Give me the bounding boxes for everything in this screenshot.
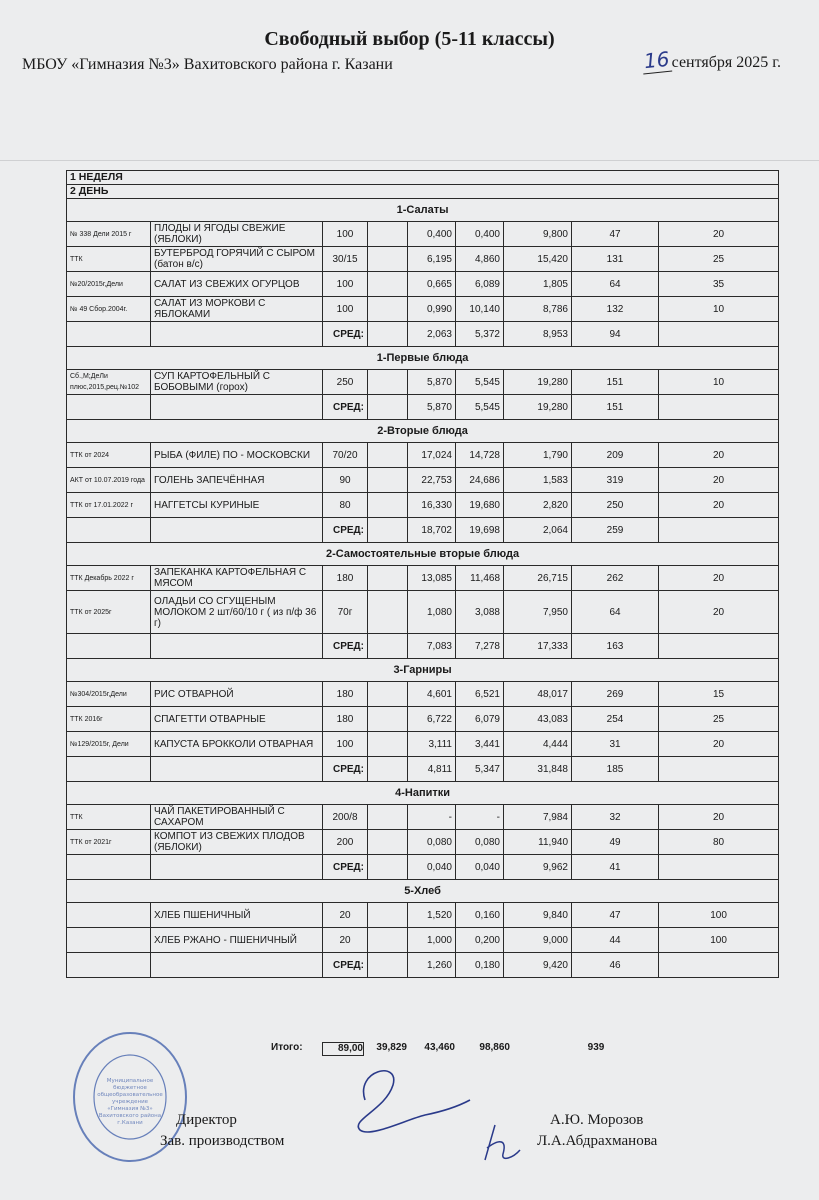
avg-fat: 7,278 (456, 634, 504, 659)
dish-name: ХЛЕБ ПШЕНИЧНЫЙ (151, 903, 323, 928)
calories: 31 (572, 732, 659, 757)
price: 25 (659, 247, 779, 272)
avg-fat: 0,040 (456, 855, 504, 880)
protein: - (408, 805, 456, 830)
menu-item-row (67, 272, 779, 297)
menu-item-row (67, 928, 779, 953)
avg-calories: 41 (572, 855, 659, 880)
dish-name: НАГГЕТСЫ КУРИНЫЕ (151, 493, 323, 518)
avg-fat: 5,372 (456, 322, 504, 347)
svg-text:бюджетное: бюджетное (113, 1085, 147, 1091)
portion: 100 (323, 732, 368, 757)
average-label: СРЕД: (323, 395, 368, 420)
empty-cell (368, 247, 408, 272)
empty-cell (151, 757, 323, 782)
fat: 6,521 (456, 682, 504, 707)
carbohydrates: 9,000 (504, 928, 572, 953)
price: 100 (659, 903, 779, 928)
average-label: СРЕД: (323, 757, 368, 782)
dish-name: ПЛОДЫ И ЯГОДЫ СВЕЖИЕ (ЯБЛОКИ) (151, 222, 323, 247)
average-row (67, 518, 779, 543)
avg-fat: 0,180 (456, 953, 504, 978)
fat: 3,088 (456, 591, 504, 634)
carbohydrates: 8,786 (504, 297, 572, 322)
school-name: МБОУ «Гимназия №3» Вахитовского района г. Казани (22, 56, 393, 73)
menu-item-row (67, 682, 779, 707)
average-label: СРЕД: (323, 518, 368, 543)
total-label: Итого: (271, 1042, 303, 1053)
empty-cell (659, 634, 779, 659)
recipe-reference (67, 903, 151, 928)
calories: 47 (572, 222, 659, 247)
portion: 100 (323, 222, 368, 247)
calories: 269 (572, 682, 659, 707)
protein: 5,870 (408, 370, 456, 395)
menu-item-row (67, 222, 779, 247)
portion: 70/20 (323, 443, 368, 468)
empty-cell (659, 322, 779, 347)
empty-cell (67, 757, 151, 782)
chief-signature (475, 1120, 525, 1165)
chief-title: Зав. производством (160, 1133, 285, 1149)
empty-cell (659, 518, 779, 543)
average-row (67, 634, 779, 659)
carbohydrates: 26,715 (504, 566, 572, 591)
avg-fat: 19,698 (456, 518, 504, 543)
avg-protein: 18,702 (408, 518, 456, 543)
portion: 90 (323, 468, 368, 493)
avg-calories: 151 (572, 395, 659, 420)
svg-text:общеобразовательное: общеобразовательное (97, 1092, 163, 1098)
price: 100 (659, 928, 779, 953)
section-title: 1-Первые блюда (67, 347, 779, 370)
menu-item-row (67, 566, 779, 591)
svg-text:Вахитовского района: Вахитовского района (98, 1113, 162, 1119)
portion: 70г (323, 591, 368, 634)
dish-name: СПАГЕТТИ ОТВАРНЫЕ (151, 707, 323, 732)
portion: 180 (323, 682, 368, 707)
avg-protein: 7,083 (408, 634, 456, 659)
avg-protein: 5,870 (408, 395, 456, 420)
menu-item-row (67, 468, 779, 493)
calories: 209 (572, 443, 659, 468)
carbohydrates: 4,444 (504, 732, 572, 757)
carbohydrates: 9,800 (504, 222, 572, 247)
empty-cell (151, 395, 323, 420)
menu-item-row (67, 443, 779, 468)
calories: 132 (572, 297, 659, 322)
section-header (67, 347, 779, 370)
average-label: СРЕД: (323, 855, 368, 880)
average-row (67, 855, 779, 880)
recipe-reference: АКТ от 10.07.2019 года (67, 468, 151, 493)
fat: 5,545 (456, 370, 504, 395)
carbohydrates: 1,583 (504, 468, 572, 493)
protein: 6,722 (408, 707, 456, 732)
empty-cell (368, 370, 408, 395)
dish-name: КАПУСТА БРОККОЛИ ОТВАРНАЯ (151, 732, 323, 757)
section-header (67, 199, 779, 222)
calories: 151 (572, 370, 659, 395)
empty-cell (368, 395, 408, 420)
section-header (67, 880, 779, 903)
calories: 254 (572, 707, 659, 732)
svg-text:г.Казани: г.Казани (117, 1120, 143, 1126)
empty-cell (368, 953, 408, 978)
recipe-reference: №129/2015г, Дели (67, 732, 151, 757)
empty-cell (368, 682, 408, 707)
fat: 3,441 (456, 732, 504, 757)
dish-name: САЛАТ ИЗ СВЕЖИХ ОГУРЦОВ (151, 272, 323, 297)
date-day-handwritten: 16 (641, 47, 673, 75)
avg-calories: 259 (572, 518, 659, 543)
carbohydrates: 2,820 (504, 493, 572, 518)
calories: 32 (572, 805, 659, 830)
empty-cell (368, 928, 408, 953)
recipe-reference: ТТК Декабрь 2022 г (67, 566, 151, 591)
average-row (67, 757, 779, 782)
empty-cell (368, 707, 408, 732)
director-signature (345, 1060, 475, 1140)
protein: 0,665 (408, 272, 456, 297)
recipe-reference: № 338 Дели 2015 г (67, 222, 151, 247)
section-header (67, 659, 779, 682)
empty-cell (368, 322, 408, 347)
total-fat: 43,460 (424, 1042, 455, 1053)
calories: 319 (572, 468, 659, 493)
average-row (67, 953, 779, 978)
recipe-reference: №304/2015г,Дели (67, 682, 151, 707)
carbohydrates: 19,280 (504, 370, 572, 395)
menu-item-row (67, 247, 779, 272)
svg-text:учреждение: учреждение (111, 1099, 149, 1105)
recipe-reference: ТТК от 2025г (67, 591, 151, 634)
calories: 64 (572, 272, 659, 297)
dish-name: СУП КАРТОФЕЛЬНЫЙ С БОБОВЫМИ (горох) (151, 370, 323, 395)
protein: 0,990 (408, 297, 456, 322)
empty-cell (659, 855, 779, 880)
svg-text:«Гимназия №3»: «Гимназия №3» (107, 1106, 153, 1112)
avg-carbohydrates: 9,962 (504, 855, 572, 880)
carbohydrates: 1,805 (504, 272, 572, 297)
section-header (67, 420, 779, 443)
day-label: 2 ДЕНЬ (67, 185, 779, 199)
dish-name: КОМПОТ ИЗ СВЕЖИХ ПЛОДОВ (ЯБЛОКИ) (151, 830, 323, 855)
empty-cell (67, 518, 151, 543)
calories: 250 (572, 493, 659, 518)
empty-cell (151, 322, 323, 347)
section-title: 4-Напитки (67, 782, 779, 805)
carbohydrates: 7,984 (504, 805, 572, 830)
dish-name: РИС ОТВАРНОЙ (151, 682, 323, 707)
empty-cell (368, 272, 408, 297)
portion: 30/15 (323, 247, 368, 272)
protein: 0,080 (408, 830, 456, 855)
avg-carbohydrates: 9,420 (504, 953, 572, 978)
fat: 0,080 (456, 830, 504, 855)
empty-cell (368, 493, 408, 518)
calories: 64 (572, 591, 659, 634)
fat: 0,200 (456, 928, 504, 953)
dish-name: ГОЛЕНЬ ЗАПЕЧЁННАЯ (151, 468, 323, 493)
fat: 19,680 (456, 493, 504, 518)
menu-item-row (67, 732, 779, 757)
protein: 1,000 (408, 928, 456, 953)
avg-carbohydrates: 8,953 (504, 322, 572, 347)
calories: 47 (572, 903, 659, 928)
avg-calories: 94 (572, 322, 659, 347)
protein: 16,330 (408, 493, 456, 518)
document-title: Свободный выбор (5-11 классы) (264, 28, 555, 50)
avg-carbohydrates: 17,333 (504, 634, 572, 659)
menu-item-row (67, 370, 779, 395)
protein: 0,400 (408, 222, 456, 247)
section-header (67, 782, 779, 805)
menu-item-row (67, 297, 779, 322)
recipe-reference (67, 928, 151, 953)
portion: 20 (323, 903, 368, 928)
protein: 6,195 (408, 247, 456, 272)
portion: 20 (323, 928, 368, 953)
dish-name: БУТЕРБРОД ГОРЯЧИЙ С СЫРОМ (батон в/с) (151, 247, 323, 272)
document-date (642, 48, 781, 73)
week-label: 1 НЕДЕЛЯ (67, 171, 779, 185)
carbohydrates: 11,940 (504, 830, 572, 855)
date-rest: сентября 2025 г. (671, 54, 781, 71)
fat: - (456, 805, 504, 830)
price: 25 (659, 707, 779, 732)
price: 80 (659, 830, 779, 855)
empty-cell (368, 297, 408, 322)
calories: 49 (572, 830, 659, 855)
price: 20 (659, 468, 779, 493)
avg-carbohydrates: 31,848 (504, 757, 572, 782)
menu-table (66, 170, 779, 978)
empty-cell (368, 903, 408, 928)
total-sum: 89,00 (322, 1042, 364, 1056)
recipe-reference: ТТК (67, 247, 151, 272)
empty-cell (67, 322, 151, 347)
portion: 180 (323, 707, 368, 732)
average-row (67, 395, 779, 420)
dish-name: ХЛЕБ РЖАНО - ПШЕНИЧНЫЙ (151, 928, 323, 953)
empty-cell (368, 757, 408, 782)
recipe-reference: ТТК 2016г (67, 707, 151, 732)
director-title: Директор (176, 1112, 237, 1128)
protein: 22,753 (408, 468, 456, 493)
chief-name: Л.А.Абдрахманова (537, 1133, 658, 1149)
empty-cell (151, 518, 323, 543)
average-row (67, 322, 779, 347)
director-name: А.Ю. Морозов (550, 1112, 644, 1128)
price: 35 (659, 272, 779, 297)
fat: 11,468 (456, 566, 504, 591)
portion: 250 (323, 370, 368, 395)
price: 20 (659, 591, 779, 634)
empty-cell (67, 953, 151, 978)
average-label: СРЕД: (323, 953, 368, 978)
empty-cell (67, 395, 151, 420)
carbohydrates: 15,420 (504, 247, 572, 272)
carbohydrates: 48,017 (504, 682, 572, 707)
price: 20 (659, 732, 779, 757)
section-header (67, 543, 779, 566)
menu-item-row (67, 805, 779, 830)
dish-name: ЗАПЕКАНКА КАРТОФЕЛЬНАЯ С МЯСОМ (151, 566, 323, 591)
fat: 14,728 (456, 443, 504, 468)
carbohydrates: 7,950 (504, 591, 572, 634)
menu-item-row (67, 591, 779, 634)
calories: 131 (572, 247, 659, 272)
portion: 100 (323, 297, 368, 322)
protein: 13,085 (408, 566, 456, 591)
calories: 44 (572, 928, 659, 953)
empty-cell (368, 634, 408, 659)
dish-name: РЫБА (ФИЛЕ) ПО - МОСКОВСКИ (151, 443, 323, 468)
price: 15 (659, 682, 779, 707)
avg-carbohydrates: 19,280 (504, 395, 572, 420)
menu-item-row (67, 707, 779, 732)
dish-name: ЧАЙ ПАКЕТИРОВАННЫЙ С САХАРОМ (151, 805, 323, 830)
recipe-reference: ТТК от 2021г (67, 830, 151, 855)
svg-text:Муниципальное: Муниципальное (106, 1078, 154, 1084)
fat: 6,079 (456, 707, 504, 732)
dish-name: ОЛАДЬИ СО СГУЩЕНЫМ МОЛОКОМ 2 шт/60/10 г ( из п/ф 36 г) (151, 591, 323, 634)
average-label: СРЕД: (323, 322, 368, 347)
empty-cell (368, 222, 408, 247)
average-label: СРЕД: (323, 634, 368, 659)
empty-cell (368, 468, 408, 493)
protein: 3,111 (408, 732, 456, 757)
recipe-reference: №20/2015г,Дели (67, 272, 151, 297)
portion: 100 (323, 272, 368, 297)
carbohydrates: 9,840 (504, 903, 572, 928)
empty-cell (151, 634, 323, 659)
fat: 0,400 (456, 222, 504, 247)
dish-name: САЛАТ ИЗ МОРКОВИ С ЯБЛОКАМИ (151, 297, 323, 322)
page-fold-line (0, 160, 819, 161)
recipe-reference: ТТК от 2024 (67, 443, 151, 468)
fat: 0,160 (456, 903, 504, 928)
portion: 80 (323, 493, 368, 518)
menu-item-row (67, 493, 779, 518)
menu-item-row (67, 830, 779, 855)
protein: 1,520 (408, 903, 456, 928)
portion: 200 (323, 830, 368, 855)
price: 20 (659, 443, 779, 468)
recipe-reference: ТТК (67, 805, 151, 830)
fat: 24,686 (456, 468, 504, 493)
avg-protein: 1,260 (408, 953, 456, 978)
empty-cell (368, 566, 408, 591)
avg-fat: 5,545 (456, 395, 504, 420)
recipe-reference: ТТК от 17.01.2022 г (67, 493, 151, 518)
avg-protein: 0,040 (408, 855, 456, 880)
fat: 6,089 (456, 272, 504, 297)
avg-fat: 5,347 (456, 757, 504, 782)
section-title: 2-Вторые блюда (67, 420, 779, 443)
avg-calories: 185 (572, 757, 659, 782)
avg-carbohydrates: 2,064 (504, 518, 572, 543)
calories: 262 (572, 566, 659, 591)
price: 20 (659, 805, 779, 830)
protein: 17,024 (408, 443, 456, 468)
carbohydrates: 1,790 (504, 443, 572, 468)
total-carb: 98,860 (479, 1042, 510, 1053)
price: 10 (659, 297, 779, 322)
total-prot: 39,829 (376, 1042, 407, 1053)
price: 10 (659, 370, 779, 395)
price: 20 (659, 222, 779, 247)
empty-cell (368, 732, 408, 757)
price: 20 (659, 493, 779, 518)
section-title: 5-Хлеб (67, 880, 779, 903)
section-title: 3-Гарниры (67, 659, 779, 682)
empty-cell (368, 805, 408, 830)
empty-cell (659, 757, 779, 782)
avg-calories: 163 (572, 634, 659, 659)
carbohydrates: 43,083 (504, 707, 572, 732)
recipe-reference: Сб.,М;ДеЛи плюс,2015,рец.№102 (67, 370, 151, 395)
protein: 1,080 (408, 591, 456, 634)
empty-cell (368, 830, 408, 855)
recipe-reference: № 49 Сбор.2004г. (67, 297, 151, 322)
menu-item-row (67, 903, 779, 928)
avg-protein: 2,063 (408, 322, 456, 347)
empty-cell (368, 591, 408, 634)
empty-cell (659, 953, 779, 978)
fat: 4,860 (456, 247, 504, 272)
avg-protein: 4,811 (408, 757, 456, 782)
empty-cell (368, 855, 408, 880)
empty-cell (368, 518, 408, 543)
section-title: 2-Самостоятельные вторые блюда (67, 543, 779, 566)
empty-cell (151, 953, 323, 978)
total-kcal: 939 (587, 1042, 605, 1053)
portion: 180 (323, 566, 368, 591)
price: 20 (659, 566, 779, 591)
empty-cell (151, 855, 323, 880)
section-title: 1-Салаты (67, 199, 779, 222)
empty-cell (67, 855, 151, 880)
empty-cell (368, 443, 408, 468)
protein: 4,601 (408, 682, 456, 707)
empty-cell (67, 634, 151, 659)
portion: 200/8 (323, 805, 368, 830)
empty-cell (659, 395, 779, 420)
avg-calories: 46 (572, 953, 659, 978)
fat: 10,140 (456, 297, 504, 322)
